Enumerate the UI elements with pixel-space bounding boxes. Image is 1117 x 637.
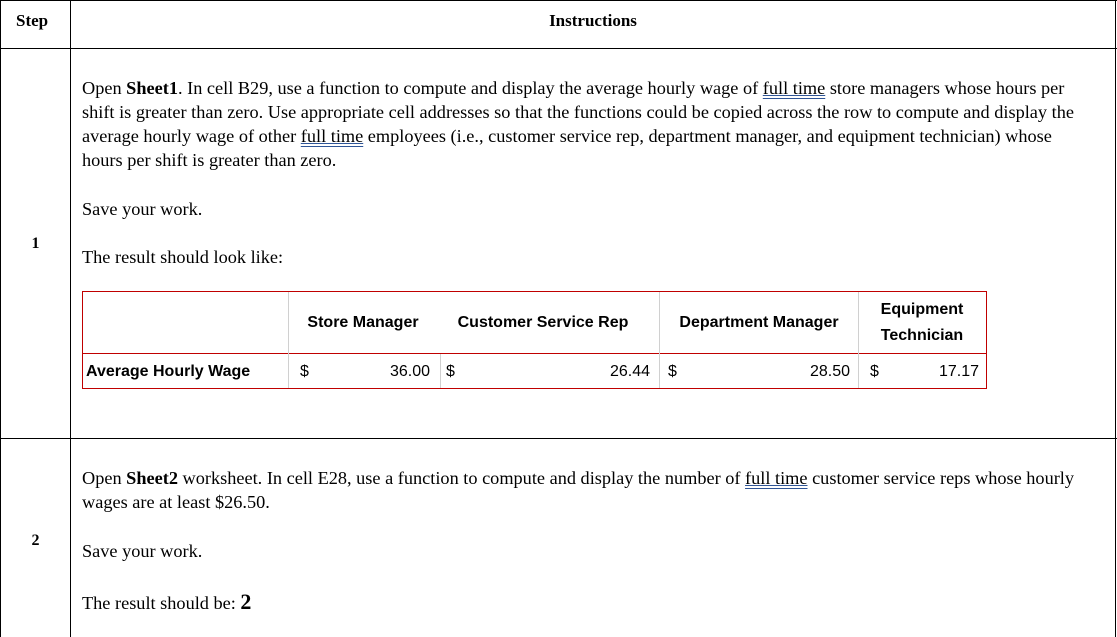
- currency-symbol: $: [668, 363, 677, 380]
- sheet-name: Sheet2: [126, 468, 178, 488]
- result-line: [82, 590, 1082, 615]
- value-cell: 28.50: [809, 363, 850, 380]
- instruction-text: employees (i.e., customer service rep, department manager, and equipment technician) whose hours per shift is greater than zero.: [82, 126, 1052, 170]
- instruction-text: Open: [82, 78, 127, 98]
- result-intro: The result should look like:: [82, 247, 284, 267]
- spellcheck-term: full time: [745, 468, 808, 488]
- row-divider: [0, 438, 1117, 439]
- instruction-text: Open: [82, 468, 127, 488]
- value-cell: 26.44: [609, 363, 650, 380]
- table-border-right: [1115, 0, 1116, 637]
- cell-border: [858, 354, 859, 388]
- table-border-top: [0, 0, 1117, 1]
- instruction-text: . In cell B29, use a function to compute and display the average hourly wage of: [177, 78, 763, 98]
- save-note: Save your work.: [82, 541, 203, 561]
- column-header: Store Manager: [307, 314, 419, 331]
- result-value: 2: [240, 589, 252, 614]
- instruction-text: customer service reps whose hourly wages are at least $26.50.: [82, 468, 1075, 512]
- currency-symbol: $: [446, 363, 455, 380]
- cell-border: [288, 354, 289, 388]
- cell-border: [440, 354, 441, 388]
- cell-border: [288, 292, 289, 354]
- sheet-name: Sheet1: [126, 78, 178, 98]
- value-cell: 36.00: [389, 363, 430, 380]
- cell-border: [659, 354, 660, 388]
- spellcheck-term: full time: [300, 126, 364, 146]
- column-header: Customer Service Rep: [457, 314, 629, 331]
- currency-symbol: $: [300, 363, 309, 380]
- header-divider: [0, 48, 1117, 49]
- cell-border: [858, 292, 859, 354]
- row-label: Average Hourly Wage: [86, 363, 251, 380]
- instruction-text: store managers whose hours per shift is greater than zero. Use appropriate cell addresses so that the functions could be copied across the row to compute and display the average hourly wage of other: [82, 78, 1074, 146]
- instructions-header: Instructions: [549, 11, 637, 30]
- result-intro: The result should be:: [82, 593, 241, 613]
- currency-symbol: $: [870, 363, 879, 380]
- step-number: 2: [31, 532, 40, 549]
- spellcheck-term: full time: [762, 78, 826, 98]
- step-header: Step: [16, 11, 49, 30]
- result-table: [82, 291, 987, 389]
- value-cell: 17.17: [938, 363, 979, 380]
- column-header: Department Manager: [679, 314, 839, 331]
- step-instruction: [82, 466, 1082, 514]
- step-number: 1: [31, 235, 40, 252]
- instruction-text: worksheet. In cell E28, use a function to compute and display the number of: [177, 468, 746, 488]
- step-instruction: [82, 76, 1082, 172]
- save-note: Save your work.: [82, 199, 203, 219]
- column-header: Equipment Technician: [880, 301, 964, 344]
